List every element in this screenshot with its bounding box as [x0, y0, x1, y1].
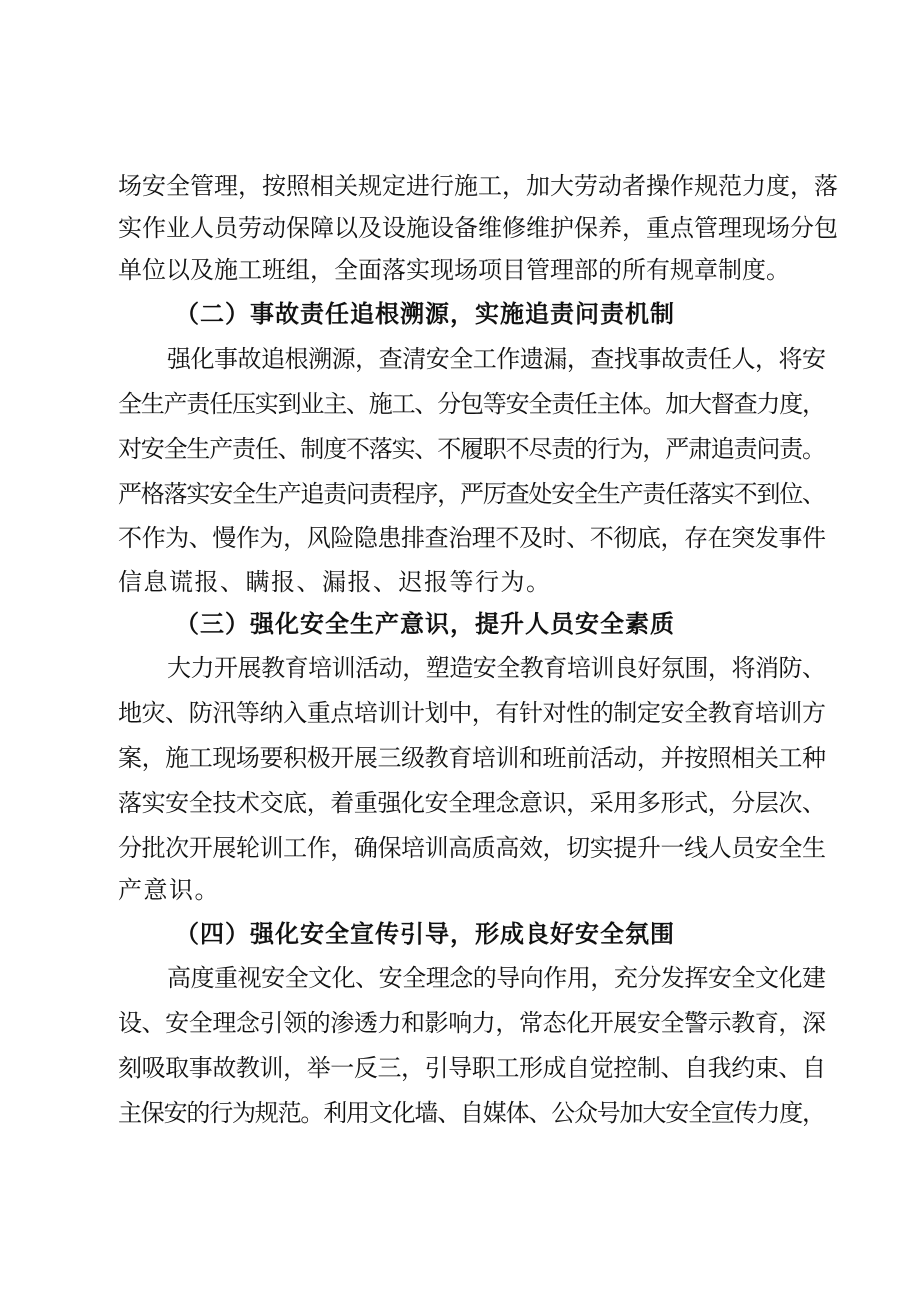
- paragraph-line: [0, 1048, 920, 1088]
- line-text: 不作为、慢作为，风险隐患排查治理不及时、不彻底，存在突发事件: [118, 524, 826, 552]
- paragraph-line: [0, 384, 920, 424]
- paragraph-line: [0, 250, 920, 290]
- line-text: 设、安全理念引领的渗透力和影响力，常态化开展安全警示教育，深: [118, 1009, 826, 1037]
- paragraph-line: [0, 738, 920, 778]
- paragraph-line: [0, 339, 920, 379]
- paragraph-line: [0, 562, 920, 602]
- line-text: 严格落实安全生产追责问责程序，严厉查处安全生产责任落实不到位、: [118, 480, 825, 508]
- section-heading: [0, 604, 920, 644]
- line-text: 场安全管理，按照相关规定进行施工，加大劳动者操作规范力度，落: [118, 172, 838, 200]
- paragraph-line: [0, 783, 920, 823]
- line-text: 产意识。: [118, 876, 220, 904]
- paragraph-line: [0, 166, 920, 206]
- line-text: 信息谎报、瞒报、漏报、迟报等行为。: [118, 568, 552, 596]
- line-text: 对安全生产责任、制度不落实、不履职不尽责的行为，严肃追责问责。: [118, 435, 825, 463]
- paragraph-line: [0, 828, 920, 868]
- line-text: 地灾、防汛等纳入重点培训计划中，有针对性的制定安全教育培训方: [118, 699, 826, 727]
- heading-text: （三）强化安全生产意识，提升人员安全素质: [175, 610, 675, 638]
- paragraph-line: [0, 518, 920, 558]
- line-text: 主保安的行为规范。利用文化墙、自媒体、公众号加大安全宣传力度，: [118, 1099, 825, 1127]
- line-text: 单位以及施工班组，全面落实现场项目管理部的所有规章制度。: [118, 256, 790, 284]
- heading-text: （二）事故责任追根溯源，实施追责问责机制: [175, 300, 675, 328]
- line-text: 案，施工现场要积极开展三级教育培训和班前活动，并按照相关工种: [118, 744, 826, 772]
- paragraph-line: [0, 474, 920, 514]
- section-heading: [0, 914, 920, 954]
- paragraph-line: [0, 693, 920, 733]
- paragraph-line: [0, 429, 920, 469]
- paragraph-line: [0, 870, 920, 910]
- line-text: 分批次开展轮训工作，确保培训高质高效，切实提升一线人员安全生: [118, 834, 826, 862]
- paragraph-line: [0, 208, 920, 248]
- paragraph-line: [0, 1003, 920, 1043]
- heading-text: （四）强化安全宣传引导，形成良好安全氛围: [175, 920, 675, 948]
- paragraph-line: [0, 648, 920, 688]
- line-text: 刻吸取事故教训，举一反三，引导职工形成自觉控制、自我约束、自: [118, 1054, 826, 1082]
- line-text: 落实安全技术交底，着重强化安全理念意识，采用多形式，分层次、: [118, 789, 826, 817]
- line-text: 全生产责任压实到业主、施工、分包等安全责任主体。加大督查力度，: [118, 390, 825, 418]
- paragraph-line: [0, 1093, 920, 1133]
- line-text: 高度重视安全文化、安全理念的导向作用，充分发挥安全文化建: [167, 964, 826, 992]
- paragraph-line: [0, 958, 920, 998]
- line-text: 大力开展教育培训活动，塑造安全教育培训良好氛围，将消防、: [167, 654, 826, 682]
- section-heading: [0, 294, 920, 334]
- line-text: 实作业人员劳动保障以及设施设备维修维护保养，重点管理现场分包: [118, 214, 838, 242]
- line-text: 强化事故追根溯源，查清安全工作遗漏，查找事故责任人，将安: [167, 345, 826, 373]
